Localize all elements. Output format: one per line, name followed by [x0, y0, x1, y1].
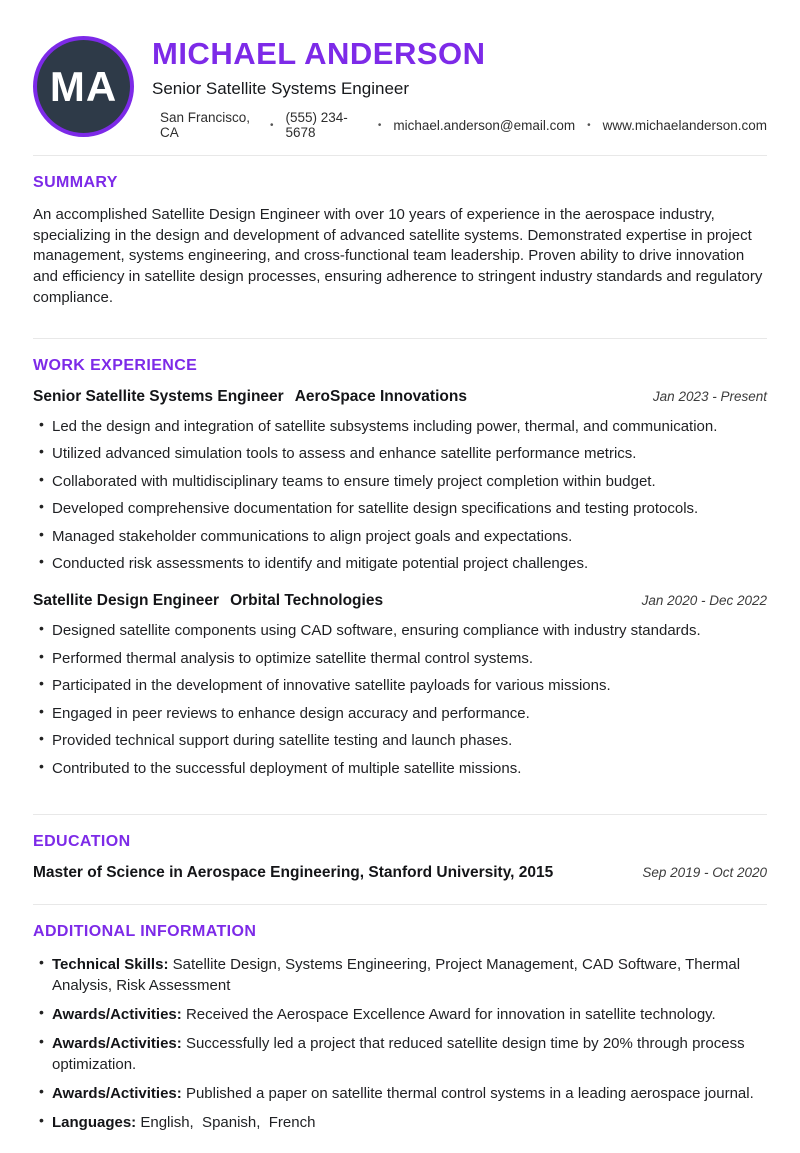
job-bullet: • Designed satellite components using CAD software, ensuring compliance with industry standards.	[33, 620, 767, 641]
info-item	[33, 954, 767, 996]
divider	[33, 155, 767, 156]
job-bullet: • Engaged in peer reviews to enhance design accuracy and performance.	[33, 703, 767, 724]
experience-heading: WORK EXPERIENCE	[33, 356, 198, 374]
job-entry	[33, 592, 767, 779]
info-item	[33, 1112, 767, 1133]
divider	[33, 814, 767, 815]
contact-separator-dot: •	[377, 119, 382, 131]
contact-separator-dot: •	[587, 119, 591, 131]
section-experience	[33, 357, 767, 814]
divider	[33, 904, 767, 905]
job-entry	[33, 388, 767, 575]
contact-email: michael.anderson@email.com	[393, 117, 576, 133]
job-title-line	[33, 592, 383, 610]
contact-separator-dot: •	[269, 119, 274, 131]
job-role: Satellite Design Engineer	[33, 592, 220, 610]
info-text: Published a paper on satellite thermal control systems in a leading aerospace journal.	[185, 1084, 754, 1102]
education-heading: EDUCATION	[33, 832, 131, 850]
additional-heading: ADDITIONAL INFORMATION	[33, 922, 257, 940]
contact-row	[160, 110, 767, 140]
job-bullet: • Participated in the development of innovative satellite payloads for various missions.	[33, 675, 767, 696]
job-bullet: • Provided technical support during satellite testing and launch phases.	[33, 730, 767, 751]
candidate-name: MICHAEL ANDERSON	[152, 36, 486, 71]
divider	[33, 338, 767, 339]
job-bullet: • Utilized advanced simulation tools to assess and enhance satellite performance metrics.	[33, 443, 767, 464]
job-bullet: • Led the design and integration of satellite subsystems including power, thermal, and communication.	[33, 416, 767, 437]
job-header	[33, 592, 767, 610]
job-bullet: • Developed comprehensive documentation for satellite design specifications and testing protocols.	[33, 498, 767, 519]
info-label: Awards/Activities:	[52, 1005, 182, 1023]
section-education	[33, 833, 767, 904]
job-bullet: • Managed stakeholder communications to align project goals and expectations.	[33, 526, 767, 547]
contact-website: www.michaelanderson.com	[602, 117, 767, 133]
summary-text: An accomplished Satellite Design Engineer with over 10 years of experience in the aerospace industry, specializing in the design and development of advanced satellite systems. Demonstrated expertise in project management, systems engineering, and cross-functional team leadership. Proven ability to drive innovation and efficiency in satellite design processes, ensuring adherence to stringent industry standards and regulatory compliance.	[33, 206, 763, 306]
job-bullet-list	[33, 620, 767, 779]
job-title-line	[33, 388, 467, 406]
info-item	[33, 1004, 767, 1025]
summary-heading: SUMMARY	[33, 174, 118, 192]
job-bullet-list	[33, 416, 767, 575]
contact-location: San Francisco, CA	[160, 110, 251, 141]
info-text: Successfully led a project that reduced satellite design time by 20% through process optimization.	[52, 1034, 749, 1073]
contact-phone: (555) 234-5678	[285, 110, 348, 141]
job-company: Orbital Technologies	[230, 592, 384, 610]
job-company: AeroSpace Innovations	[294, 387, 467, 405]
section-summary	[33, 174, 767, 337]
job-bullet: • Conducted risk assessments to identify and mitigate potential project challenges.	[33, 553, 767, 574]
job-header	[33, 388, 767, 406]
job-role: Senior Satellite Systems Engineer	[33, 387, 284, 405]
job-bullet: • Collaborated with multidisciplinary teams to ensure timely project completion within budget.	[33, 471, 767, 492]
job-dates: Jan 2023 - Present	[652, 388, 767, 404]
job-dates: Jan 2020 - Dec 2022	[641, 593, 767, 609]
education-dates: Sep 2019 - Oct 2020	[642, 864, 767, 880]
info-label: Awards/Activities:	[52, 1084, 182, 1102]
additional-info-list	[33, 954, 767, 1133]
info-text: English, Spanish, French	[140, 1113, 316, 1131]
info-text: Satellite Design, Systems Engineering, Project Management, CAD Software, Thermal Analysis, Risk Assessment	[52, 955, 744, 994]
avatar-initials: MA	[49, 62, 118, 110]
info-text: Received the Aerospace Excellence Award for innovation in satellite technology.	[185, 1005, 716, 1023]
info-item	[33, 1083, 767, 1104]
candidate-title: Senior Satellite Systems Engineer	[152, 79, 410, 99]
education-degree: Master of Science in Aerospace Engineering, Stanford University, 2015	[33, 863, 554, 881]
avatar	[33, 36, 134, 137]
section-additional-information	[33, 923, 767, 1153]
header-text	[152, 33, 767, 140]
info-label: Awards/Activities:	[52, 1034, 182, 1052]
info-item	[33, 1033, 767, 1075]
job-bullet: • Performed thermal analysis to optimize satellite thermal control systems.	[33, 648, 767, 669]
info-label: Technical Skills:	[52, 955, 169, 973]
info-label: Languages:	[52, 1113, 137, 1131]
job-bullet: • Contributed to the successful deployment of multiple satellite missions.	[33, 758, 767, 779]
education-entry	[33, 864, 767, 882]
resume-header	[33, 33, 767, 140]
